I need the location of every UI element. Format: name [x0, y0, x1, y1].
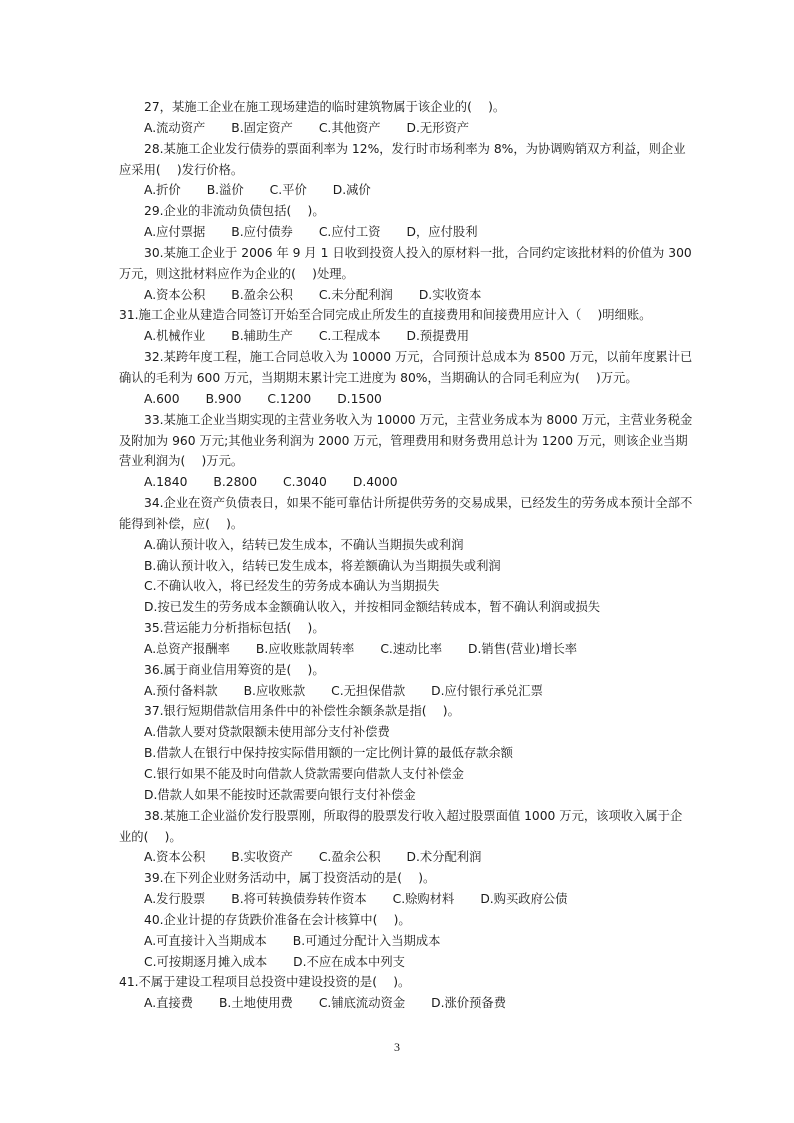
option: C.速动比率: [380, 641, 443, 656]
option: B.借款人在银行中保持按实际借用额的一定比例计算的最低存款余额: [144, 746, 513, 761]
option: B.实收资产: [231, 850, 293, 865]
option: B.900: [205, 391, 242, 406]
option: C.3040: [283, 475, 327, 490]
option: C.应付工资: [318, 225, 381, 240]
options-35: [119, 639, 679, 660]
options-32: [119, 389, 679, 410]
option: C.未分配利润: [318, 287, 393, 302]
option: A.发行股票: [144, 892, 206, 907]
options-30: [119, 285, 679, 306]
question-32-cont: 确认的毛利为 600 万元，当期期末累计完工进度为 80%，当期确认的合同毛利应为( )万元。: [119, 370, 638, 385]
option: D.实收资本: [418, 287, 482, 302]
question-36: 36.属于商业信用筹资的是( )。: [144, 662, 325, 677]
option: B.溢价: [206, 183, 244, 198]
question-33: 33.某施工企业当期实现的主营业务收入为 10000 万元，主营业务成本为 8000 万元，主营业务税金: [144, 412, 693, 427]
question-33-cont: 营业利润为( )万元。: [119, 454, 244, 469]
question-28: 28.某施工企业发行债券的票面利率为 12%，发行时市场利率为 8%，为协调购销双方利益，则企业: [144, 141, 686, 156]
option: C.盈余公积: [318, 850, 381, 865]
option: C.无担保借款: [331, 683, 406, 698]
question-41: 41.不属于建设工程项目总投资中建设投资的是( )。: [119, 975, 411, 990]
option: D.无形资产: [406, 120, 470, 135]
option: C.铺底流动资金: [318, 996, 406, 1011]
option: A.总资产报酬率: [144, 641, 230, 656]
page-number: 3: [394, 1040, 400, 1054]
option: B.辅助生产: [231, 329, 293, 344]
question-37: 37.银行短期借款信用条件中的补偿性余额条款是指( )。: [144, 704, 460, 719]
option: C.其他资产: [318, 120, 381, 135]
option: A.1840: [144, 475, 188, 490]
options-38: [119, 847, 679, 868]
question-31: 31.施工企业从建造合同签订开始至合同完成止所发生的直接费用和间接费用应计入（ )明细账。: [119, 308, 652, 323]
options-27: [119, 118, 679, 139]
option: A.应付票据: [144, 225, 206, 240]
option: B.盈余公积: [231, 287, 293, 302]
option: D.预提费用: [406, 329, 470, 344]
question-38: 38.某施工企业溢价发行股票刚，所取得的股票发行收入超过股票面值 1000 万元，该项收入属于企: [144, 808, 683, 823]
option: C.平价: [269, 183, 307, 198]
option: D.涨价预备费: [431, 996, 506, 1011]
option: C.工程成本: [318, 329, 381, 344]
option: D.术分配利润: [406, 850, 482, 865]
option: B.2800: [213, 475, 258, 490]
option: B.土地使用费: [219, 996, 293, 1011]
option: A.预付备料款: [144, 683, 218, 698]
option: A.借款人要对贷款限额未使用部分支付补偿费: [144, 725, 390, 740]
option: A.资本公积: [144, 850, 206, 865]
question-40: 40.企业计提的存货跌价准备在会计核算中( )。: [144, 912, 411, 927]
option: A.资本公积: [144, 287, 206, 302]
option: D.销售(营业)增长率: [468, 641, 578, 656]
options-33: [119, 472, 679, 493]
option: A.600: [144, 391, 180, 406]
options-29: [119, 222, 679, 243]
option: C.1200: [267, 391, 312, 406]
option: D.减价: [332, 183, 371, 198]
option: A.可直接计入当期成本: [144, 933, 267, 948]
question-35: 35.营运能力分析指标包括( )。: [144, 621, 325, 636]
option: B.应付债券: [231, 225, 293, 240]
option: D.1500: [337, 391, 382, 406]
question-30-cont: 万元，则这批材料应作为企业的( )处理。: [119, 266, 354, 281]
option: B.将可转换债券转作资本: [231, 892, 367, 907]
question-38-cont: 业的( )。: [119, 829, 182, 844]
option: B.确认预计收入，结转已发生成本，将差额确认为当期损失或利润: [144, 558, 501, 573]
question-32: 32.某跨年度工程，施工合同总收入为 10000 万元，合同预计总成本为 8500 万元，以前年度累计已: [144, 350, 693, 365]
option: D.购买政府公债: [480, 892, 568, 907]
option: D，应付股利: [406, 225, 478, 240]
option: A.机械作业: [144, 329, 206, 344]
option: A.折价: [144, 183, 181, 198]
question-30: 30.某施工企业于 2006 年 9 月 1 日收到投资人投入的原材料一批，合同约定该批材料的价值为 300: [144, 245, 692, 260]
option: B.可通过分配计入当期成本: [292, 933, 441, 948]
option: A.直接费: [144, 996, 193, 1011]
question-34: 34.企业在资产负债表日，如果不能可靠估计所提供劳务的交易成果，已经发生的劳务成本预计全部不: [144, 496, 693, 511]
option: C.不确认收入，将已经发生的劳务成本确认为当期损失: [144, 579, 440, 594]
options-39: [119, 889, 679, 910]
question-28-cont: 应采用( )发行价格。: [119, 162, 244, 177]
option: A.流动资产: [144, 120, 206, 135]
question-list: [119, 97, 693, 1014]
options-40-cont: [119, 952, 679, 973]
question-34-cont: 能得到补偿，应( )。: [119, 516, 244, 531]
option: D.应付银行承兑汇票: [431, 683, 543, 698]
question-29: 29.企业的非流动负债包括( )。: [144, 204, 325, 219]
question-33-cont: 及附加为 960 万元;其他业务利润为 2000 万元，管理费用和财务费用总计为 1200 万元，则该企业当期: [119, 433, 688, 448]
option: A.确认预计收入，结转已发生成本，不确认当期损失或利润: [144, 537, 464, 552]
option: D.4000: [352, 475, 398, 490]
options-31: [119, 326, 679, 347]
option: C.赊购材料: [392, 892, 455, 907]
option: C.可按期逐月摊入成本: [144, 954, 268, 969]
option: B.固定资产: [231, 120, 293, 135]
options-36: [119, 681, 679, 702]
options-40: [119, 931, 679, 952]
question-27: 27，某施工企业在施工现场建造的临时建筑物属于该企业的( )。: [144, 100, 506, 114]
options-28: [119, 180, 679, 201]
option: D.按已发生的劳务成本金额确认收入，并按相同金额结转成本，暂不确认利润或损失: [144, 600, 601, 615]
option: B.应收账款: [243, 683, 306, 698]
options-41: [119, 993, 679, 1014]
option: D.借款人如果不能按时还款需要向银行支付补偿金: [144, 787, 416, 802]
option: D.不应在成本中列支: [293, 954, 405, 969]
option: C.银行如果不能及时向借款人贷款需要向借款人支付补偿金: [144, 767, 464, 781]
option: B.应收账款周转率: [255, 641, 355, 656]
question-39: 39.在下列企业财务活动中，属丁投资活动的是( )。: [144, 871, 436, 886]
